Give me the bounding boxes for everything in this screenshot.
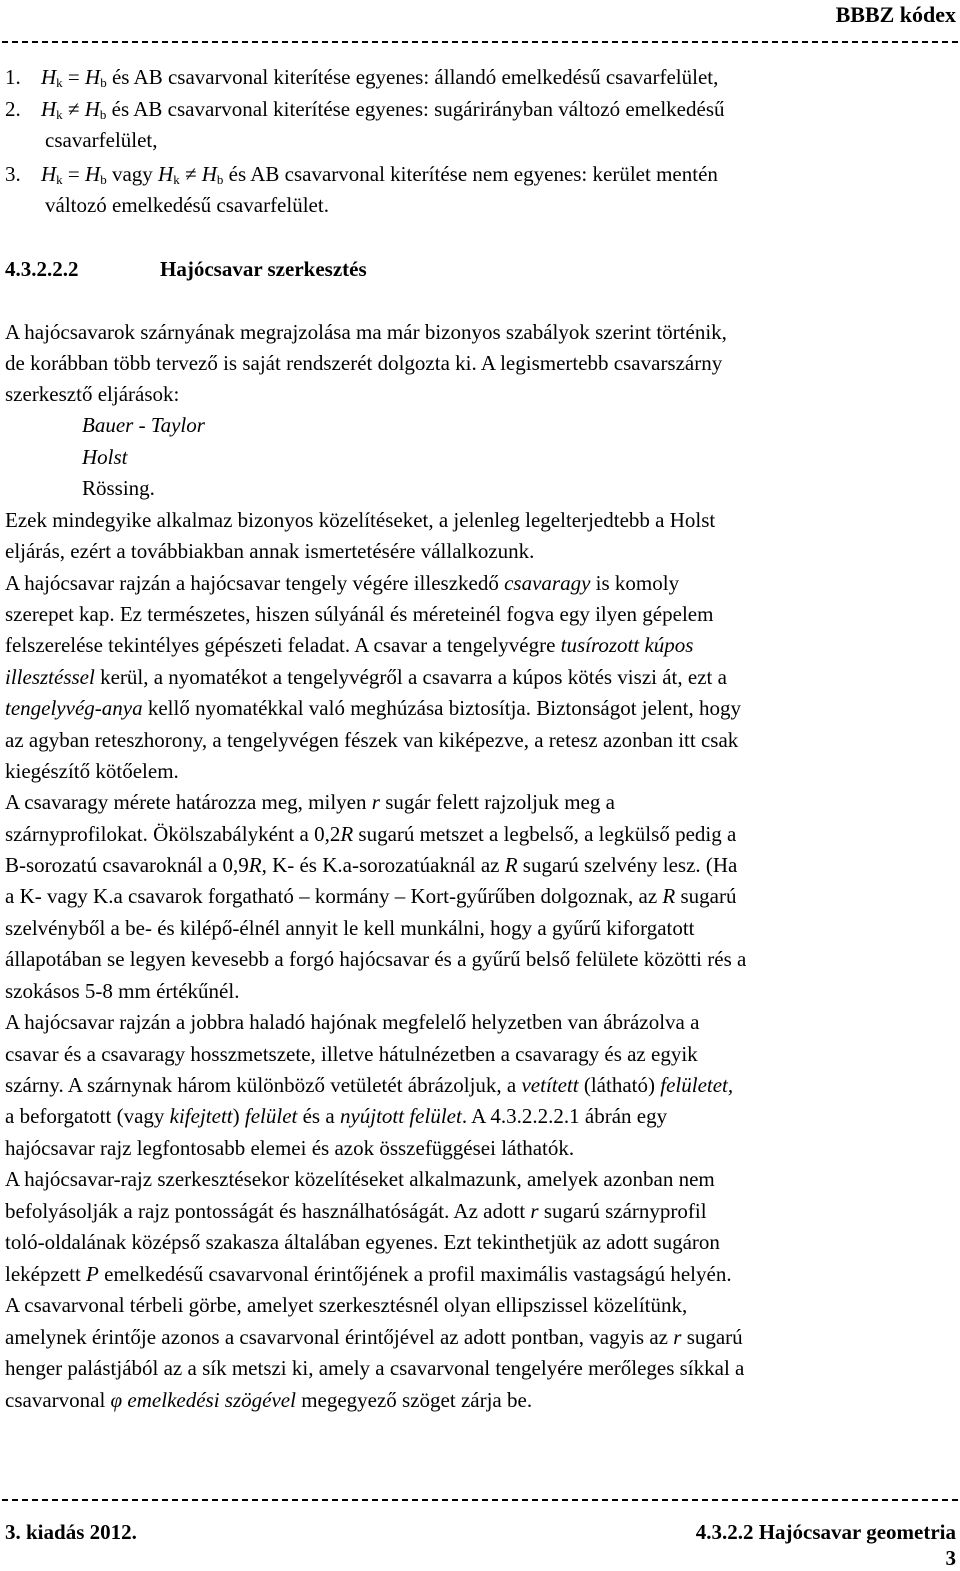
list-item-3-cont: változó emelkedésű csavarfelület. bbox=[45, 193, 329, 217]
h-symbol: H bbox=[41, 97, 57, 121]
paragraph-line: henger palástjából az a sík metszi ki, amely a csavarvonal tengelyére merőleges síkkal a bbox=[5, 1356, 745, 1380]
paragraph-line: az agyban reteszhorony, a tengelyvégen fészek van kiképezve, a retesz azonban itt csak bbox=[5, 728, 739, 752]
paragraph-line: A csavarvonal térbeli görbe, amelyet szerkesztésnél olyan ellipszissel közelítünk, bbox=[5, 1293, 688, 1317]
paragraph-line: A hajócsavar rajzán a hajócsavar tengely végére illeszkedő csavaragy is komoly bbox=[5, 571, 680, 595]
paragraph-line: szárny. A szárnynak három különböző vetületét ábrázoljuk, a vetített (látható) felületet, bbox=[5, 1073, 734, 1097]
paragraph-line: csavar és a csavaragy hosszmetszete, illetve hátulnézetben a csavaragy és az egyik bbox=[5, 1042, 698, 1066]
list-number: 3. bbox=[5, 162, 21, 186]
paragraph-line: A csavaragy mérete határozza meg, milyen r sugár felett rajzoljuk meg a bbox=[5, 790, 615, 814]
paragraph-line: felszerelése tekintélyes gépészeti feladat. A csavar a tengelyvégre tusírozott kúpos bbox=[5, 633, 694, 657]
list-item-1 bbox=[5, 67, 718, 89]
subscript-k: k bbox=[56, 75, 63, 90]
paragraph-line: szokásos 5-8 mm értékűnél. bbox=[5, 979, 240, 1003]
not-equal: ≠ bbox=[179, 162, 202, 186]
list-text: és AB csavarvonal kiterítése nem egyenes: kerület mentén bbox=[223, 162, 718, 186]
not-equal: ≠ bbox=[62, 97, 85, 121]
list-item-2 bbox=[5, 99, 725, 121]
paragraph-line: tengelyvég-anya kellő nyomatékkal való meghúzása biztosítja. Biztonságot jelent, hogy bbox=[5, 696, 741, 720]
paragraph-line: A hajócsavar rajzán a jobbra haladó hajónak megfelelő helyzetben van ábrázolva a bbox=[5, 1010, 700, 1034]
footer-chapter: 4.3.2.2 Hajócsavar geometria bbox=[695, 1520, 956, 1544]
paragraph-line: de korábban több tervező is saját rendszerét dolgozta ki. A legismertebb csavarszárny bbox=[5, 351, 723, 375]
h-symbol: H bbox=[41, 65, 57, 89]
h-symbol: H bbox=[158, 162, 174, 186]
or-word: vagy bbox=[106, 162, 159, 186]
header-code: BBBZ kódex bbox=[835, 2, 956, 27]
paragraph-line: befolyásolják a rajz pontosságát és használhatóságát. Az adott r sugarú szárnyprofil bbox=[5, 1199, 707, 1223]
h-symbol: H bbox=[85, 65, 101, 89]
phi-symbol: φ bbox=[110, 1388, 123, 1412]
paragraph-line: Ezek mindegyike alkalmaz bizonyos közelítéseket, a jelenleg legelterjedtebb a Holst bbox=[5, 508, 716, 532]
list-item-2-cont: csavarfelület, bbox=[45, 128, 158, 152]
list-text: és AB csavarvonal kiterítése egyenes: állandó emelkedésű csavarfelület, bbox=[106, 65, 719, 89]
header-divider bbox=[2, 41, 958, 43]
equals: = bbox=[62, 162, 86, 186]
equals: = bbox=[62, 65, 86, 89]
paragraph-line: a beforgatott (vagy kifejtett) felület és a nyújtott felület. A 4.3.2.2.2.1 ábrán egy bbox=[5, 1104, 668, 1128]
subscript-b: b bbox=[100, 75, 107, 90]
subscript-k: k bbox=[173, 172, 180, 187]
section-number: 4.3.2.2.2 bbox=[5, 257, 79, 281]
paragraph-line: a K- vagy K.a csavarok forgatható – kormány – Kort-gyűrűben dolgoznak, az R sugarú bbox=[5, 884, 737, 908]
paragraph-line: illesztéssel kerül, a nyomatékot a tengelyvégről a csavarra a kúpos kötés viszi át, ezt a bbox=[5, 665, 727, 689]
paragraph-line: toló-oldalának középső szakasza általában egyenes. Ezt tekinthetjük az adott sugáron bbox=[5, 1230, 720, 1254]
section-heading bbox=[5, 259, 367, 280]
list-number: 1. bbox=[5, 65, 21, 89]
paragraph-line: szárnyprofilokat. Ökölszabályként a 0,2R sugarú metszet a legbelső, a legkülső pedig a bbox=[5, 822, 737, 846]
subscript-k: k bbox=[56, 107, 63, 122]
list-number: 2. bbox=[5, 97, 21, 121]
footer-divider bbox=[2, 1499, 958, 1501]
paragraph-line: hajócsavar rajz legfontosabb elemei és azok összefüggései láthatók. bbox=[5, 1136, 575, 1160]
method-name: Bauer - Taylor bbox=[82, 413, 205, 437]
method-name: Rössing. bbox=[82, 476, 155, 500]
paragraph-line: A hajócsavar-rajz szerkesztésekor közelítéseket alkalmazunk, amelyek azonban nem bbox=[5, 1167, 715, 1191]
list-item-3 bbox=[5, 164, 718, 186]
paragraph-line: szerkesztő eljárások: bbox=[5, 382, 180, 406]
subscript-b: b bbox=[100, 172, 107, 187]
page-number: 3 bbox=[945, 1546, 956, 1570]
paragraph-line: leképzett P emelkedésű csavarvonal érintőjének a profil maximális vastagságú helyén. bbox=[5, 1262, 732, 1286]
paragraph-line: A hajócsavarok szárnyának megrajzolása ma már bizonyos szabályok szerint történik, bbox=[5, 320, 727, 344]
list-text: és AB csavarvonal kiterítése egyenes: sugárirányban változó emelkedésű bbox=[106, 97, 725, 121]
h-symbol: H bbox=[85, 162, 101, 186]
paragraph-line: szerepet kap. Ez természetes, hiszen súlyánál és méreteinél fogva egy ilyen gépelem bbox=[5, 602, 714, 626]
paragraph-line: B-sorozatú csavaroknál a 0,9R, K- és K.a-sorozatúaknál az R sugarú szelvény lesz. (Ha bbox=[5, 853, 738, 877]
paragraph-line: kiegészítő kötőelem. bbox=[5, 759, 179, 783]
footer-edition: 3. kiadás 2012. bbox=[5, 1520, 137, 1544]
paragraph-line: eljárás, ezért a továbbiakban annak ismertetésére vállalkozunk. bbox=[5, 539, 535, 563]
h-symbol: H bbox=[84, 97, 100, 121]
paragraph-line: csavarvonal φ emelkedési szögével megegyező szöget zárja be. bbox=[5, 1388, 533, 1412]
section-title: Hajócsavar szerkesztés bbox=[160, 257, 367, 281]
paragraph-line: amelynek érintője azonos a csavarvonal érintőjével az adott pontban, vagyis az r sugarú bbox=[5, 1325, 743, 1349]
subscript-b: b bbox=[99, 107, 107, 122]
h-symbol: H bbox=[41, 162, 57, 186]
subscript-b: b bbox=[216, 172, 224, 187]
paragraph-line: szelvényből a be- és kilépő-élnél annyit le kell munkálni, hogy a gyűrű kiforgatott bbox=[5, 916, 695, 940]
method-name: Holst bbox=[82, 445, 128, 469]
subscript-k: k bbox=[56, 172, 63, 187]
h-symbol: H bbox=[201, 162, 217, 186]
paragraph-line: állapotában se legyen kevesebb a forgó hajócsavar és a gyűrű belső felülete közötti rés a bbox=[5, 947, 747, 971]
